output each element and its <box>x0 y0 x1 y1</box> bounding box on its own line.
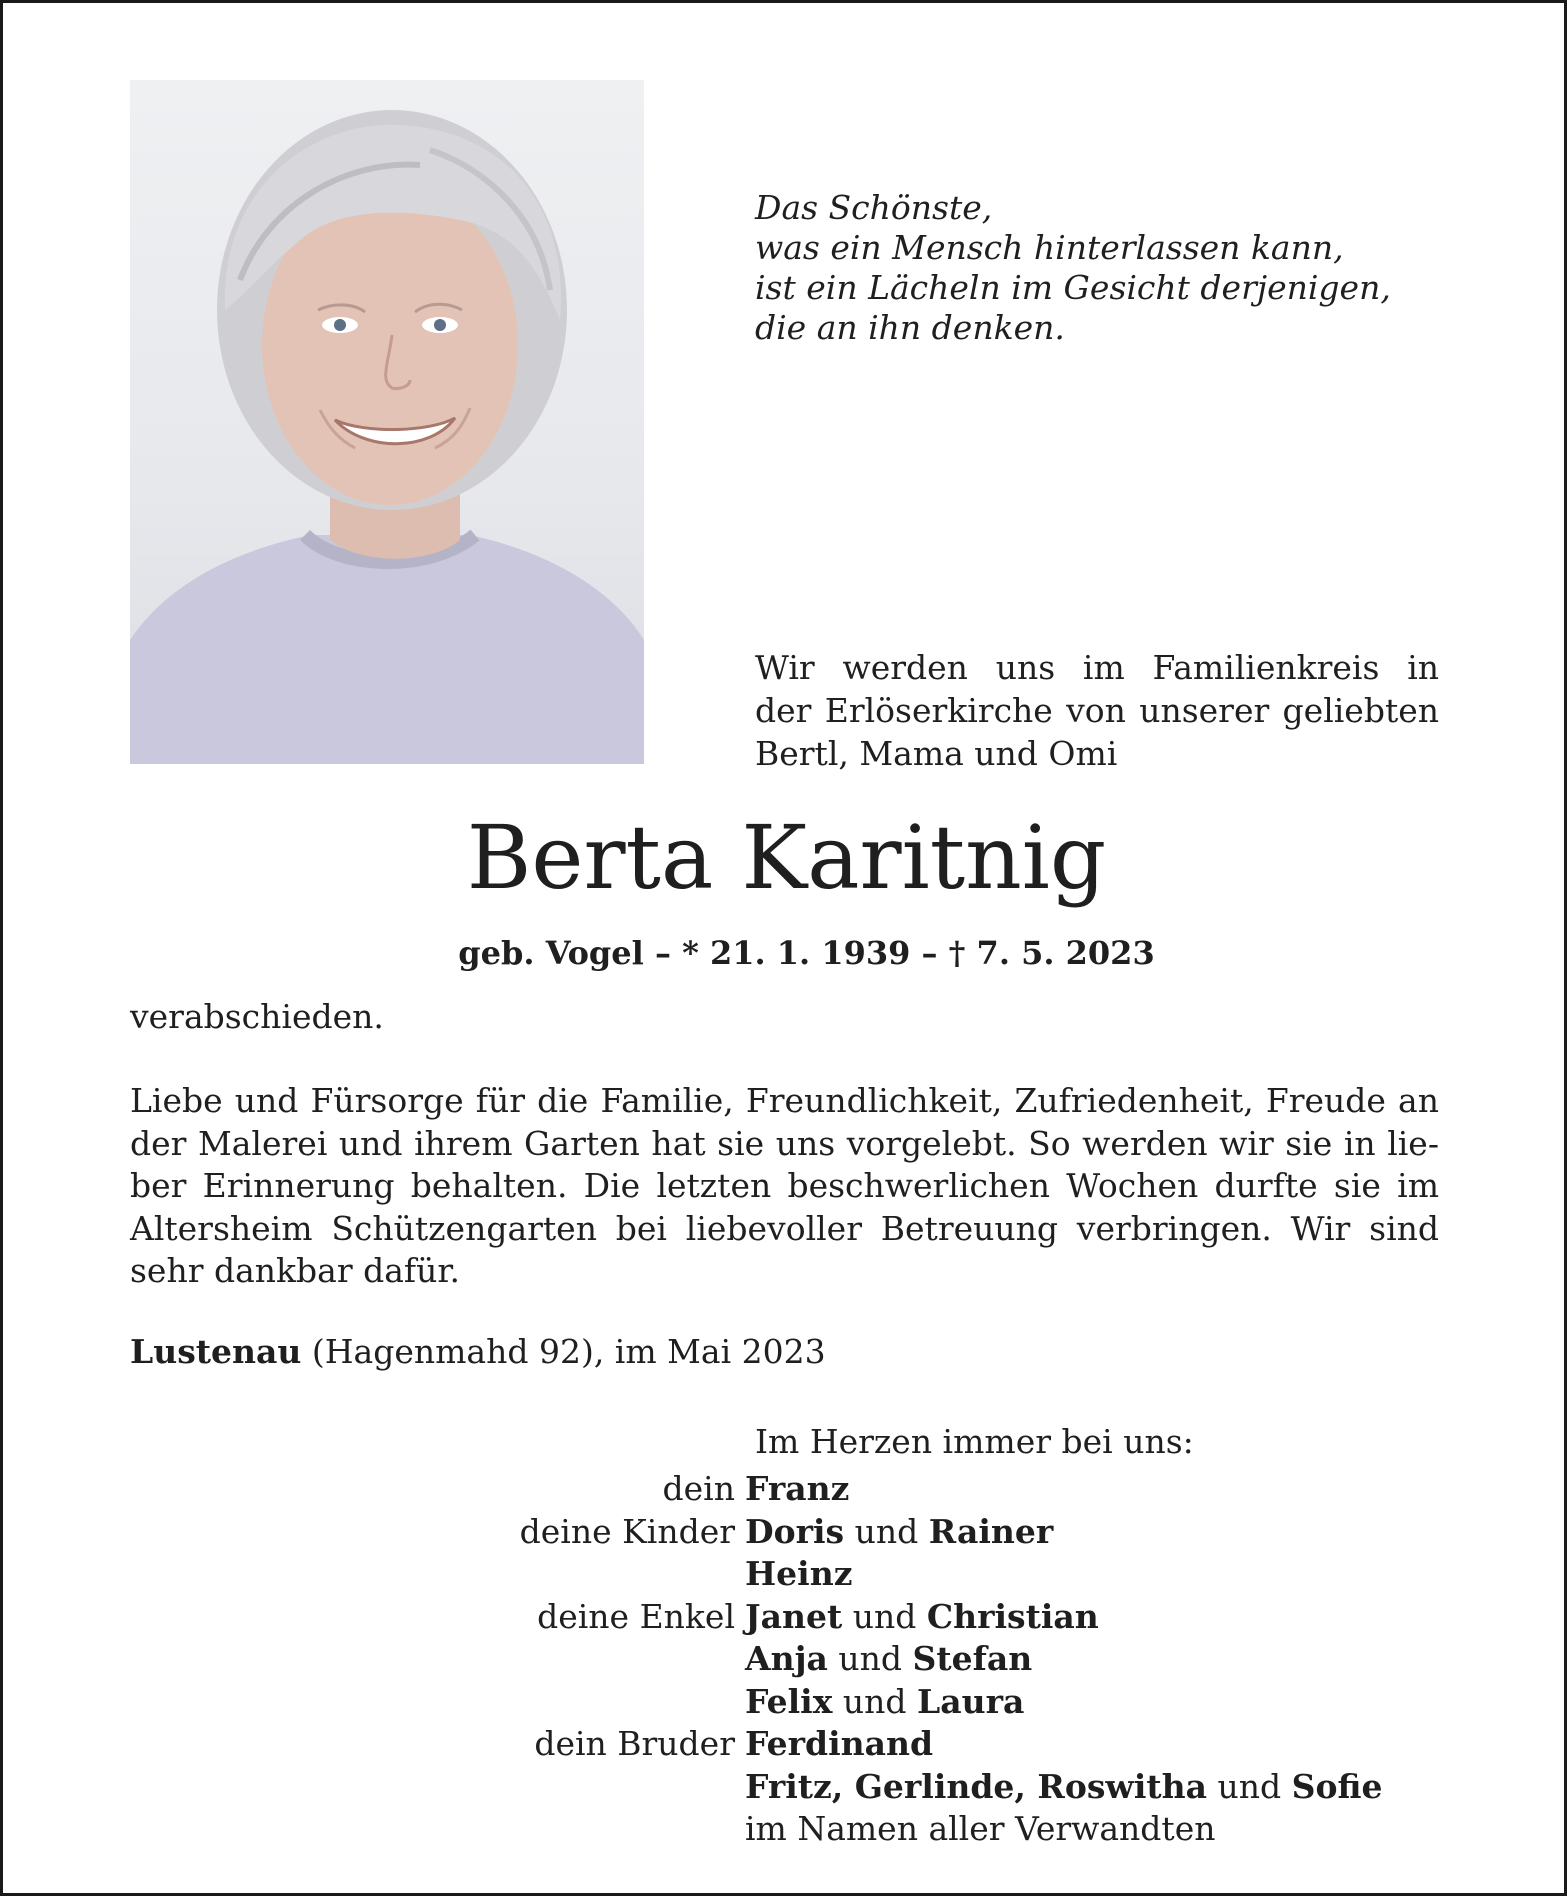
mourner-connector: und <box>844 1511 929 1551</box>
mourner-row <box>130 1808 1470 1851</box>
mourner-relation: deine Kinder <box>519 1511 735 1551</box>
mourner-names <box>745 1723 933 1766</box>
mourner-name: Franz <box>745 1469 850 1508</box>
mourner-name: Rainer <box>928 1511 1054 1551</box>
mourner-name: Stefan <box>912 1639 1033 1678</box>
place-date-line <box>130 1330 826 1373</box>
mourner-relation: dein <box>662 1469 735 1508</box>
mourner-row <box>130 1766 1470 1809</box>
mourner-name: Doris <box>745 1511 845 1551</box>
mourner-names <box>745 1596 1099 1639</box>
place-town: Lustenau <box>130 1332 302 1371</box>
mourner-name: Ferdinand <box>745 1724 934 1763</box>
heart-line: Im Herzen immer bei uns: <box>755 1422 1194 1461</box>
quote <box>755 188 1475 348</box>
intro-line: der Erlöserkirche von unserer geliebten <box>755 691 1439 730</box>
mourner-connector: und <box>832 1681 917 1721</box>
mourner-relation <box>130 1808 745 1851</box>
mourner-row <box>130 1596 1470 1639</box>
mourner-connector: im Namen aller Verwandten <box>745 1809 1216 1848</box>
mourner-connector: und <box>842 1596 927 1636</box>
mourner-name: Janet <box>745 1596 843 1636</box>
mourners-list <box>130 1468 1470 1851</box>
mourner-names <box>745 1681 1024 1724</box>
mourner-relation <box>130 1553 745 1596</box>
body-line: ber Erinnerung behalten. Die letzten beschwerlichen Wochen durfte sie im <box>130 1166 1439 1205</box>
mourner-connector: und <box>1206 1766 1292 1806</box>
mourner-row <box>130 1468 1470 1511</box>
mourner-relation: dein Bruder <box>534 1724 735 1763</box>
mourner-connector: und <box>827 1639 913 1678</box>
body-line: Liebe und Fürsorge für die Familie, Freundlichkeit, Zufriedenheit, Freude an <box>130 1081 1439 1120</box>
intro-paragraph <box>755 646 1439 775</box>
intro-line: Bertl, Mama und Omi <box>755 734 1118 773</box>
mourner-names <box>745 1553 852 1596</box>
intro-line: Wir werden uns im Familienkreis in <box>755 648 1439 687</box>
mourner-name: Laura <box>917 1681 1025 1721</box>
portrait-photo <box>130 80 644 764</box>
mourner-row <box>130 1681 1470 1724</box>
mourner-row <box>130 1638 1470 1681</box>
mourner-relation <box>130 1681 745 1724</box>
mourner-names <box>745 1808 1215 1851</box>
mourner-relation: deine Enkel <box>537 1596 735 1636</box>
quote-line: Das Schönste, <box>755 188 993 227</box>
birth-death-dates: geb. Vogel – * 21. 1. 1939 – † 7. 5. 2023 <box>458 934 1155 972</box>
mourner-name: Fritz, Gerlinde, Roswitha <box>745 1766 1207 1806</box>
mourner-name: Felix <box>745 1681 833 1721</box>
deceased-name: Berta Karitnig <box>466 806 1107 909</box>
mourner-row <box>130 1723 1470 1766</box>
body-line: sehr dankbar dafür. <box>130 1251 460 1290</box>
mourner-names <box>745 1766 1382 1809</box>
quote-line: die an ihn denken. <box>755 308 1065 347</box>
farewell-word: verabschieden. <box>130 997 384 1036</box>
mourner-relation <box>130 1766 745 1809</box>
quote-line: was ein Mensch hinterlassen kann, <box>755 228 1344 267</box>
quote-line: ist ein Lächeln im Gesicht derjenigen, <box>755 268 1391 307</box>
body-line: der Malerei und ihrem Garten hat sie uns vorgelebt. So werden wir sie in lie- <box>130 1123 1439 1163</box>
body-line: Altersheim Schützengarten bei liebevoller Betreuung verbringen. Wir sind <box>130 1208 1439 1248</box>
mourner-name: Christian <box>926 1596 1099 1636</box>
mourner-names <box>745 1468 849 1511</box>
mourner-names <box>745 1511 1053 1554</box>
mourner-row <box>130 1553 1470 1596</box>
body-paragraph <box>130 1080 1439 1293</box>
mourner-names <box>745 1638 1032 1681</box>
mourner-row <box>130 1511 1470 1554</box>
mourner-relation <box>130 1638 745 1681</box>
place-detail: (Hagenmahd 92), im Mai 2023 <box>301 1332 826 1371</box>
mourner-name: Heinz <box>745 1554 853 1593</box>
mourner-name: Anja <box>745 1639 828 1678</box>
mourner-name: Sofie <box>1291 1766 1383 1806</box>
